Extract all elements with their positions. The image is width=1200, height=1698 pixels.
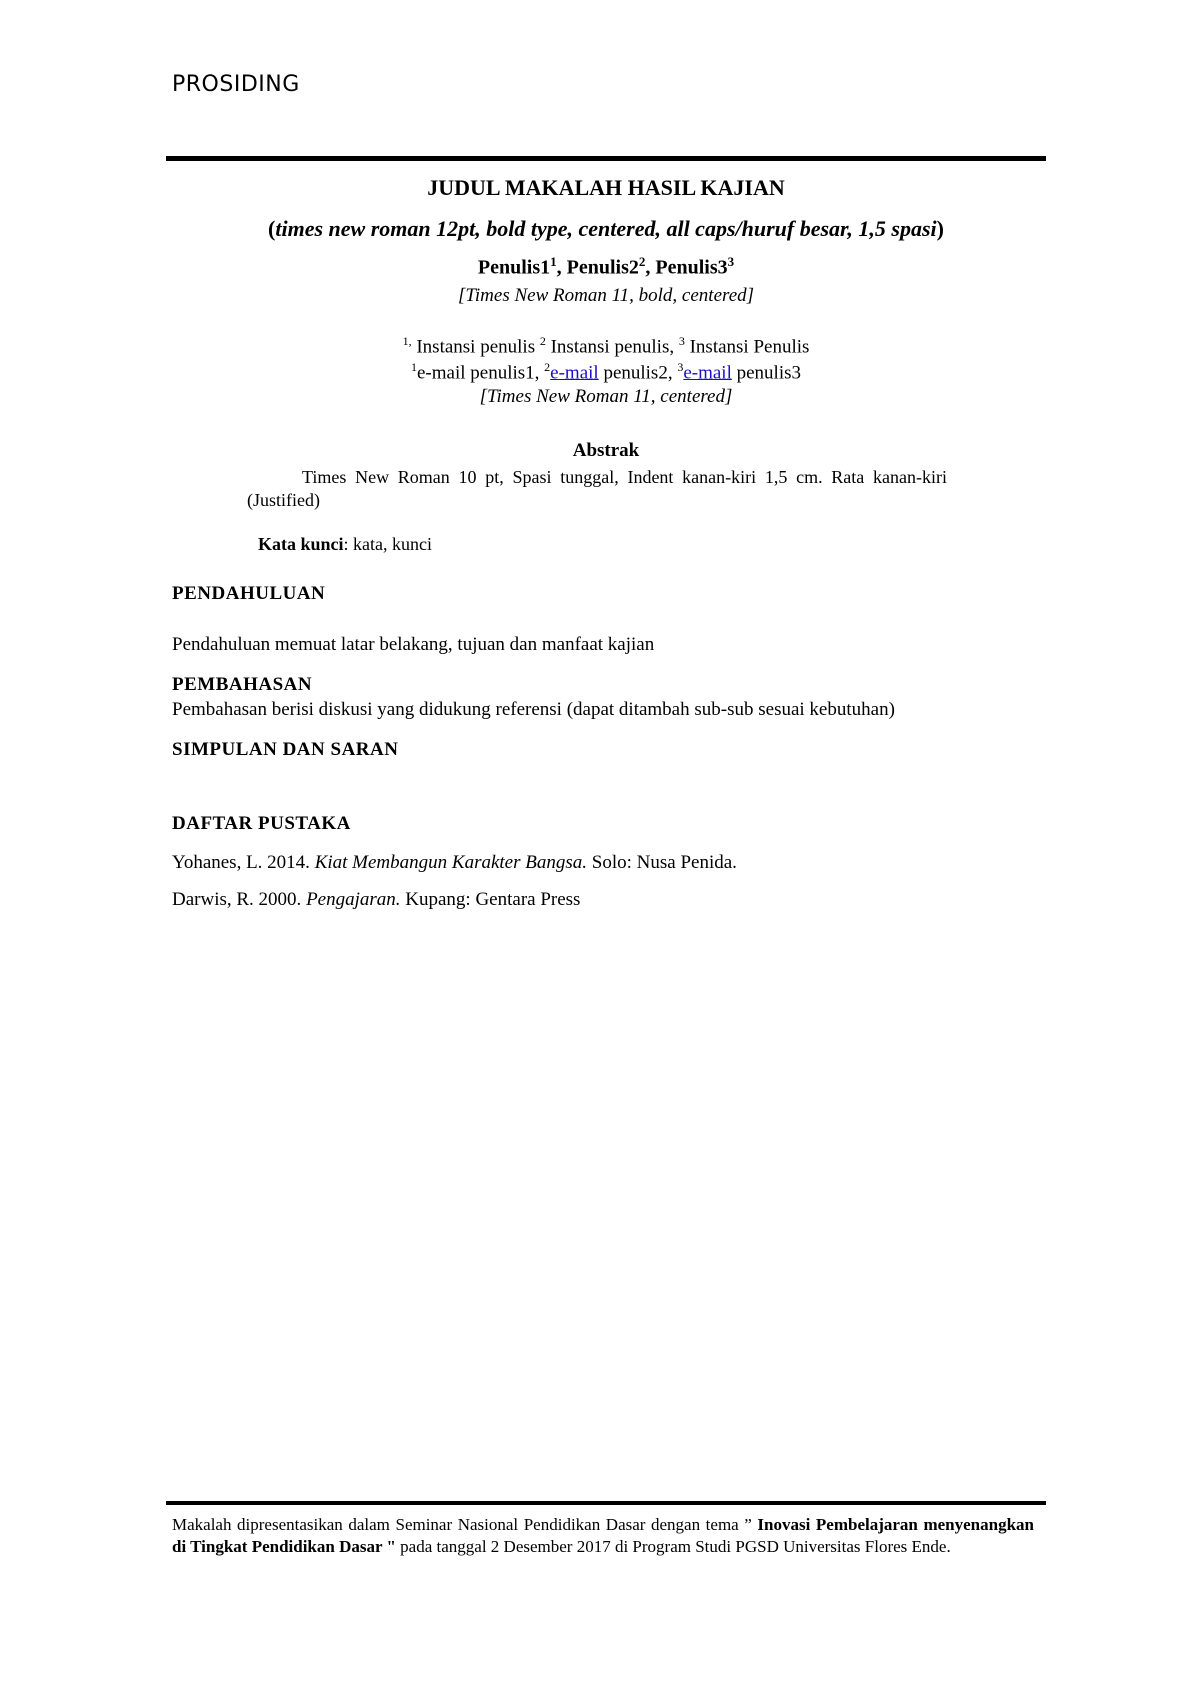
footnote bbox=[172, 1514, 1034, 1558]
inst-sup-3: 3 bbox=[678, 334, 685, 348]
institution-1: Instansi penulis bbox=[411, 336, 540, 358]
email-sup-2: 2 bbox=[544, 360, 551, 374]
section-heading-pembahasan: PEMBAHASAN bbox=[172, 674, 313, 695]
reference-author-year: Darwis, R. 2000. bbox=[172, 889, 307, 910]
reference-item bbox=[172, 852, 737, 874]
abstract-text: Times New Roman 10 pt, Spasi tunggal, Indent kanan-kiri 1,5 cm. Rata kanan-kiri (Justified) bbox=[247, 467, 947, 510]
note-text: times new roman 12pt, bold type, centered, all caps/huruf besar, 1,5 spasi bbox=[275, 216, 937, 241]
reference-item bbox=[172, 889, 580, 911]
institution-line bbox=[166, 334, 1046, 358]
email-3-rest: penulis3 bbox=[731, 362, 801, 384]
author-2: Penulis2 bbox=[566, 256, 639, 279]
keywords-value: : kata, kunci bbox=[343, 534, 433, 554]
abstract-heading: Abstrak bbox=[572, 440, 640, 461]
author-3: Penulis3 bbox=[655, 256, 728, 279]
title-format-note bbox=[166, 216, 1046, 242]
reference-title: Kiat Membangun Karakter Bangsa. bbox=[314, 852, 588, 873]
note-open-paren: ( bbox=[268, 216, 276, 241]
note-close-paren: ) bbox=[936, 216, 944, 241]
footnote-theme: Inovasi Pembelajaran menyenangkan di Tingkat Pendidikan Dasar " bbox=[172, 1515, 1034, 1556]
section-heading-pendahuluan: PENDAHULUAN bbox=[172, 583, 326, 604]
email-3-link[interactable]: e-mail bbox=[683, 362, 732, 384]
keywords-label: Kata kunci bbox=[258, 534, 344, 554]
email-2-rest: penulis2, bbox=[598, 362, 678, 384]
inst-sup-1: 1, bbox=[402, 334, 412, 348]
author-separator: , bbox=[645, 256, 656, 279]
section-heading-daftar-pustaka: DAFTAR PUSTAKA bbox=[172, 813, 351, 834]
pembahasan-text: Pembahasan berisi diskusi yang didukung referensi (dapat ditambah sub-sub sesuai kebutuhan) bbox=[172, 699, 895, 720]
reference-title: Pengajaran. bbox=[306, 889, 401, 910]
section-heading-simpulan: SIMPULAN DAN SARAN bbox=[172, 739, 399, 760]
author-1: Penulis1 bbox=[477, 256, 551, 279]
author-separator: , bbox=[556, 256, 567, 279]
reference-publisher: Kupang: Gentara Press bbox=[400, 889, 581, 910]
keywords-line bbox=[258, 534, 432, 555]
footnote-intro: Makalah dipresentasikan dalam Seminar Nasional Pendidikan Dasar dengan tema ” bbox=[172, 1515, 758, 1534]
authors-format-note: [Times New Roman 11, bold, centered] bbox=[457, 285, 755, 306]
paper-title: JUDUL MAKALAH HASIL KAJIAN bbox=[427, 175, 785, 200]
email-sup-3: 3 bbox=[677, 360, 684, 374]
email-line bbox=[166, 360, 1046, 384]
inst-sup-2: 2 bbox=[539, 334, 546, 348]
email-2-link[interactable]: e-mail bbox=[550, 362, 599, 384]
footnote-details: pada tanggal 2 Desember 2017 di Program Studi PGSD Universitas Flores Ende. bbox=[395, 1537, 951, 1556]
author-list bbox=[166, 254, 1046, 280]
institution-3: Instansi Penulis bbox=[684, 336, 810, 358]
reference-author-year: Yohanes, L. 2014. bbox=[172, 852, 315, 873]
email-sup-1: 1 bbox=[410, 360, 417, 374]
email-1: e-mail penulis1, bbox=[416, 362, 545, 384]
footer-divider bbox=[166, 1501, 1046, 1505]
author-2-sup: 2 bbox=[638, 254, 646, 269]
running-head: PROSIDING bbox=[172, 72, 300, 97]
institution-2: Instansi penulis, bbox=[545, 336, 679, 358]
institution-format-note: [Times New Roman 11, centered] bbox=[479, 386, 733, 407]
reference-publisher: Solo: Nusa Penida. bbox=[587, 852, 737, 873]
author-1-sup: 1 bbox=[550, 254, 557, 269]
top-divider bbox=[166, 156, 1046, 161]
author-3-sup: 3 bbox=[727, 254, 735, 269]
pendahuluan-text: Pendahuluan memuat latar belakang, tujuan dan manfaat kajian bbox=[172, 634, 655, 655]
